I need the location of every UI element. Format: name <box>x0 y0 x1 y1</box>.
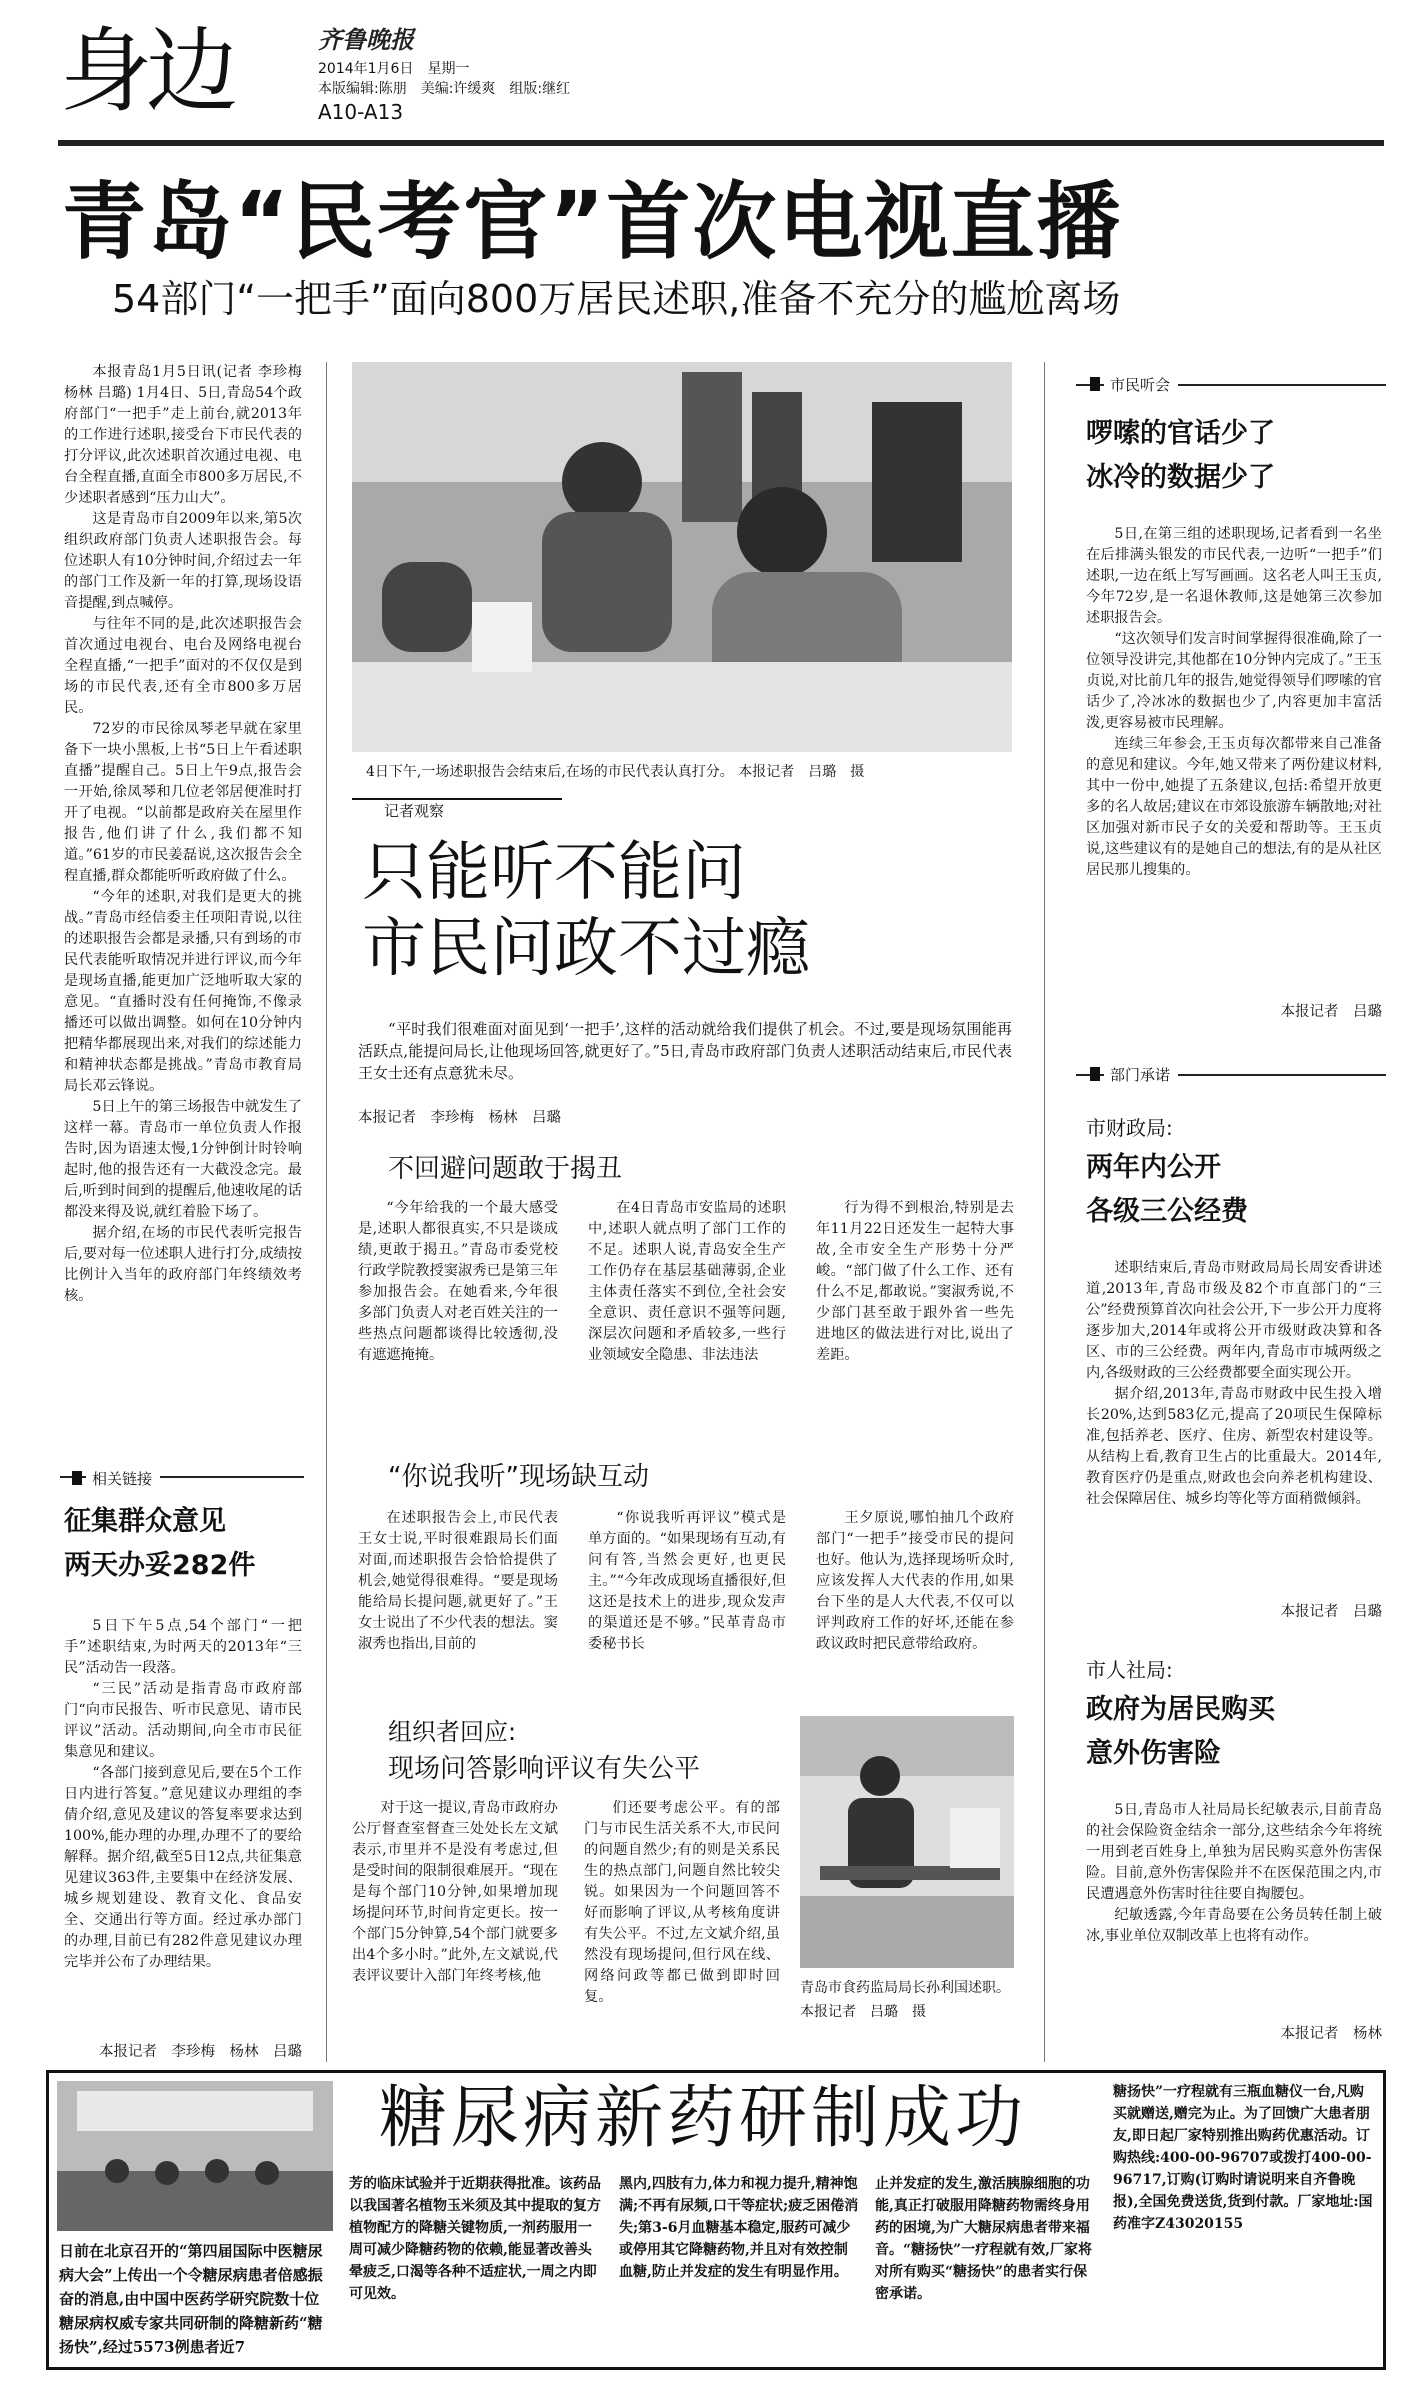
observe-tag-label: 记者观察 <box>384 802 445 820</box>
sub2-col3 <box>816 1508 1014 1655</box>
ad-col-2: 黑内,四肢有力,体力和视力提升,精神饱满;不再有尿频,口干等症状;疲乏困倦消失;第3-6月血糖基本稳定,服药可减少或停用其它降糖药物,并且对有效控制血糖,防止并发症的发生有明显作用。 <box>619 2176 859 2280</box>
masthead-rule <box>58 140 1384 146</box>
sub1-col3-text: 行为得不到根治,特别是去年11月22日还发生一起特大事故,全市安全生产形势十分严峻。“部门做了什么工作、还有什么不足,都敢说。”窦淑秀说,不少部门甚至敢于跟外省一些先进地区的做法进行对比,说出了差距。 <box>816 1200 1014 1363</box>
promise-tag: 部门承诺 <box>1104 1064 1178 1085</box>
lead-paragraph: “今年的述职,对我们是更大的挑战。”青岛市经信委主任项阳青说,以往的述职报告会都是录播,只有到场的市民代表能听取情况并进行评议,而今年是现场直播,能更加广泛地听取大家的意见。“直播时没有任何掩饰,不像录播还可以做出调整。如何在10分钟内把精华都展现出来,对我们的综述能力和精神状态都是挑战。”青岛市教育局局长邓云锋说。 <box>64 889 302 1094</box>
ad-col-3: 止并发症的发生,激活胰腺细胞的功能,真正打破服用降糖药物需终身用药的困境,为广大糖尿病患者带来福音。“糖扬快”一疗程就有效,厂家将对所有购买“糖扬快”的患者实行保密承诺。 <box>875 2176 1092 2302</box>
hear-tag: 市民听会 <box>1104 374 1178 395</box>
sub2-col1 <box>358 1508 558 1655</box>
photo1-caption: 4日下午,一场述职报告会结束后,在场的市民代表认真打分。 本报记者 吕璐 摄 <box>366 764 865 780</box>
finance-title-1: 两年内公开 <box>1086 1152 1221 1183</box>
lead-paragraph: 与往年不同的是,此次述职报告会首次通过电视台、电台及网络电视台全程直播,“一把手”面对的不仅仅是到场的市民代表,还有全市800多万居民。 <box>64 616 302 716</box>
observe-intro-text: “平时我们很难面对面见到‘一把手’,这样的活动就给我们提供了机会。不过,要是现场氛围能再活跃点,能提问局长,让他现场回答,就更好了。”5日,青岛市政府部门负责人述职活动结束后,市民代表王女士还有点意犹未尽。 <box>358 1020 1012 1082</box>
sub3-col2 <box>584 1798 780 2008</box>
sub1-col2 <box>588 1198 786 1366</box>
finance-label: 市财政局: <box>1086 1116 1173 1140</box>
observe-title-1: 只能听不能问 <box>362 836 746 910</box>
sub2-col1-text: 在述职报告会上,市民代表王女士说,平时很难跟局长们面对面,而述职报告会恰恰提供了机会,她觉得很难得。“要是现场能给局长提问题,就更好了。”王女士说出了不少代表的想法。窦淑秀也指出,目前的 <box>358 1510 558 1652</box>
hear-paragraph: 5日,在第三组的述职现场,记者看到一名坐在后排满头银发的市民代表,一边听“一把手”们述职,一边在纸上写写画画。这名老人叫王玉贞,今年72岁,是一名退休教师,这是她第三次参加述职报告会。 <box>1086 526 1382 626</box>
lead-paragraph: 5日上午的第三场报告中就发生了这样一幕。青岛市一单位负责人作报告时,因为语速太慢,1分钟倒计时铃响起时,他的报告还有一大截没念完。最后,听到时间到的提醒后,他速收尾的话都没来得及说,就红着脸下场了。 <box>64 1099 302 1220</box>
main-subheadline: 54部门“一把手”面向800万居民述职,准备不充分的尴尬离场 <box>112 277 1121 321</box>
social-paragraph: 纪敏透露,今年青岛要在公务员转任制上破冰,事业单位双制改革上也将有动作。 <box>1086 1907 1382 1944</box>
related-title-2: 两天办妥282件 <box>64 1550 256 1581</box>
observe-sub3-label: 组织者回应: <box>388 1718 517 1746</box>
lead-paragraph: 据介绍,在场的市民代表听完报告后,要对每一位述职人进行打分,成绩按比例计入当年的政府部门年终绩效考核。 <box>64 1225 302 1304</box>
divider-left <box>326 362 327 2062</box>
ad-col-1: 芳的临床试验并于近期获得批准。该药品以我国著名植物玉米须及其中提取的复方植物配方的降糖关键物质,一剂药服用一周可减少降糖药物的依赖,能显著改善头晕疲乏,口渴等各种不适症状,一周之内即可见效。 <box>349 2176 601 2302</box>
related-tag: 相关链接 <box>86 1468 160 1489</box>
sub3-col1-text: 对于这一提议,青岛市政府办公厅督查室督查三处处长左文斌表示,市里并不是没有考虑过,但是受时间的限制很难展开。“现在是每个部门10分钟,如果增加现场提问环节,时间肯定更长。按一个部门5分钟算,54个部门就要多出4个多小时。”此外,左文斌说,代表评议要计入部门年终考核,他 <box>352 1800 558 1984</box>
observe-sub2: “你说我听”现场缺互动 <box>388 1462 649 1492</box>
observe-sub1: 不回避问题敢于揭丑 <box>388 1154 623 1184</box>
meeting-photo <box>352 362 1012 752</box>
hear-title-2: 冰冷的数据少了 <box>1086 462 1275 493</box>
finance-byline: 本报记者 吕璐 <box>1280 1604 1382 1620</box>
related-title-1: 征集群众意见 <box>64 1506 226 1537</box>
ad-col-4: 糖扬快”一疗程就有三瓶血糖仪一台,凡购买就赠送,赠完为止。为了回馈广大患者朋友,即日起厂家特别推出购药优惠活动。订购热线:400-00-96707或拨打400-00-96717,订购(订购时请说明来自齐鲁晚报),全国免费送货,货到付款。厂家地址:国药准字Z43020155 <box>1113 2084 1373 2232</box>
observe-tag <box>352 798 562 824</box>
divider-right <box>1044 362 1045 2062</box>
social-label: 市人社局: <box>1086 1658 1173 1682</box>
speaker-photo <box>800 1716 1014 1968</box>
editor-credits: 本版编辑:陈朋 美编:许缓爽 组版:继红 <box>318 81 571 97</box>
sub3-col2-text: 们还要考虑公平。有的部门与市民生活关系不大,市民问的问题自然少;有的则是关系民生的热点部门,问题自然比较尖锐。如果因为一个问题回答不好而影响了评议,从考核角度讲有失公平。不过,左文斌介绍,虽然没有现场提问,但行风在线、网络问政等都已做到即时回复。 <box>584 1800 780 2005</box>
section-title: 身边 <box>60 18 233 125</box>
lead-paragraph: 本报青岛1月5日讯(记者 李珍梅 杨林 吕璐) 1月4日、5日,青岛54个政府部门“一把手”走上前台,就2013年的工作进行述职,接受台下市民代表的打分评议,此次述职首次通过电视、电台全程直播,直面全市800多万居民,不少述职者感到“压力山大”。 <box>64 364 302 506</box>
observe-sub3: 现场问答影响评议有失公平 <box>388 1754 701 1784</box>
social-paragraph: 5日,青岛市人社局局长纪敏表示,目前青岛的社会保险资金结余一部分,这些结余今年将统一用到老百姓身上,单独为居民购买意外伤害保险。目前,意外伤害保险并不在医保范围之内,市民遭遇意外伤害时往往要自掏腰包。 <box>1086 1802 1382 1902</box>
finance-title-2: 各级三公经费 <box>1086 1196 1248 1227</box>
social-title-2: 意外伤害险 <box>1086 1738 1221 1769</box>
ad-photo <box>57 2081 333 2231</box>
observe-intro <box>358 1018 1012 1084</box>
hear-paragraph: 连续三年参会,王玉贞每次都带来自己准备的意见和建议。今年,她又带来了两份建议材料,其中一份中,她提了五条建议,包括:希望开放更多的名人故居;建议在市郊设旅游车辆散地;对社区加强对新市民子女的关爱和帮助等。王玉贞说,这些建议有的是她自己的想法,有的是从社区居民那儿搜集的。 <box>1086 736 1382 878</box>
paper-logo: 齐鲁晚报 <box>318 25 414 54</box>
hear-body <box>1086 524 1382 881</box>
related-byline: 本报记者 李珍梅 杨林 吕璐 <box>99 2044 302 2060</box>
ad-lead: 日前在北京召开的“第四届国际中医糖尿病大会”上传出一个令糖尿病患者倍感振奋的消息,由中国中医药学研究院数十位糖尿病权威专家共同研制的降糖新药“糖扬快”,经过5573例患者近7 <box>59 2242 323 2356</box>
social-byline: 本报记者 杨林 <box>1280 2026 1382 2042</box>
ad-photo-illustration <box>57 2081 333 2231</box>
observe-byline: 本报记者 李珍梅 杨林 吕璐 <box>358 1110 561 1126</box>
hear-paragraph: “这次领导们发言时间掌握得很准确,除了一位领导没讲完,其他都在10分钟内完成了。”王玉贞说,对比前几年的报告,她觉得领导们啰嗦的官话少了,冷冰冰的数据也少了,内容更加丰富活泼,更容易被市民理解。 <box>1086 631 1382 731</box>
hear-byline: 本报记者 吕璐 <box>1280 1004 1382 1020</box>
issue-date: 2014年1月6日 星期一 <box>318 61 470 77</box>
page-range: A10-A13 <box>318 100 404 124</box>
ad-box <box>46 2070 1386 2370</box>
ad-title: 糖尿病新药研制成功 <box>379 2079 1028 2158</box>
sub1-col1 <box>358 1198 558 1366</box>
social-title-1: 政府为居民购买 <box>1086 1694 1275 1725</box>
sub1-col2-text: 在4日青岛市安监局的述职中,述职人就点明了部门工作的不足。述职人说,青岛安全生产工作仍存在基层基础薄弱,企业主体责任落实不到位,全社会安全意识、责任意识不强等问题,深层次问题和矛盾较多,一些行业领域安全隐患、非法违法 <box>588 1200 786 1363</box>
related-body <box>64 1616 302 1973</box>
lead-article <box>64 362 302 1307</box>
sub1-col1-text: “今年给我的一个最大感受是,述职人都很真实,不只是谈成绩,更敢于揭丑。”青岛市委党校行政学院教授窦淑秀已是第三年参加报告会。在她看来,今年很多部门负责人对老百姓关注的一些热点问题都谈得比较透彻,没有遮遮掩掩。 <box>358 1200 558 1363</box>
related-paragraph: 5日下午5点,54个部门“一把手”述职结束,为时两天的2013年“三民”活动告一段落。 <box>64 1618 302 1676</box>
sub2-col2 <box>588 1508 786 1655</box>
related-paragraph: “三民”活动是指青岛市政府部门“向市民报告、听市民意见、请市民评议”活动。活动期间,向全市市民征集意见和建议。 <box>64 1681 302 1760</box>
hear-title-1: 啰嗦的官话少了 <box>1086 418 1275 449</box>
lead-paragraph: 72岁的市民徐凤琴老早就在家里备下一块小黑板,上书“5日上午看述职直播”提醒自己。5日上午9点,报告会一开始,徐凤琴和几位老邻居便准时打开了电视。“以前都是政府关在屋里作报告,他们讲了什么,我们都不知道。”61岁的市民姜磊说,这次报告会全程直播,群众都能听听政府做了什么。 <box>64 721 302 884</box>
sub2-col3-text: 王夕原说,哪怕抽几个政府部门“一把手”接受市民的提问也好。他认为,选择现场听众时,应该发挥人大代表的作用,如果台下坐的是人大代表,不仅可以评判政府工作的好坏,还能在参政议政时把民意带给政府。 <box>816 1510 1014 1652</box>
meeting-photo-illustration <box>352 362 1012 752</box>
finance-paragraph: 据介绍,2013年,青岛市财政中民生投入增长20%,达到583亿元,提高了20项民生保障标准,包括养老、医疗、住房、新型农村建设等。从结构上看,教育卫生占的比重最大。2014年,教育医疗仍是重点,财政也会向养老机构建设、社会保障居住、城乡均等化等方面稍微倾斜。 <box>1086 1386 1382 1507</box>
lead-paragraph: 这是青岛市自2009年以来,第5次组织政府部门负责人述职报告会。每位述职人有10分钟时间,介绍过去一年的部门工作及新一年的打算,现场设语音提醒,到点喊停。 <box>64 511 302 611</box>
sub1-col3 <box>816 1198 1014 1366</box>
main-headline: 青岛“民考官”首次电视直播 <box>62 173 1123 271</box>
observe-title-2: 市民问政不过瘾 <box>362 912 810 986</box>
related-paragraph: “各部门接到意见后,要在5个工作日内进行答复。”意见建议办理组的李倩介绍,意见及建议的答复率要求达到100%,能办理的办理,办理不了的要给解释。据介绍,截至5日12点,共征集意见建议363件,主要集中在经济发展、城乡规划建设、教育文化、食品安全、交通出行等方面。经过承办部门的办理,目前已有282件意见建议办理完毕并公布了办理结果。 <box>64 1765 302 1970</box>
photo2-caption: 青岛市食药监局局长孙利国述职。本报记者 吕璐 摄 <box>800 1980 1010 2020</box>
sub3-col1 <box>352 1798 558 1987</box>
finance-body <box>1086 1258 1382 1510</box>
finance-paragraph: 述职结束后,青岛市财政局局长周安香讲述道,2013年,青岛市级及82个市直部门的“三公”经费预算首次向社会公开,下一步公开力度将逐步加大,2014年或将公开市级财政决算和各区、市的三公经费。两年内,青岛市市城两级之内,各级财政的三公经费都要全面实现公开。 <box>1086 1260 1382 1381</box>
speaker-photo-illustration <box>800 1716 1014 1968</box>
social-body <box>1086 1800 1382 1947</box>
sub2-col2-text: “你说我听再评议”模式是单方面的。“如果现场有互动,有问有答,当然会更好,也更民主。”“今年改成现场直播很好,但这还是技术上的进步,现众发声的渠道还是不够。”民革青岛市委秘书长 <box>588 1510 786 1652</box>
